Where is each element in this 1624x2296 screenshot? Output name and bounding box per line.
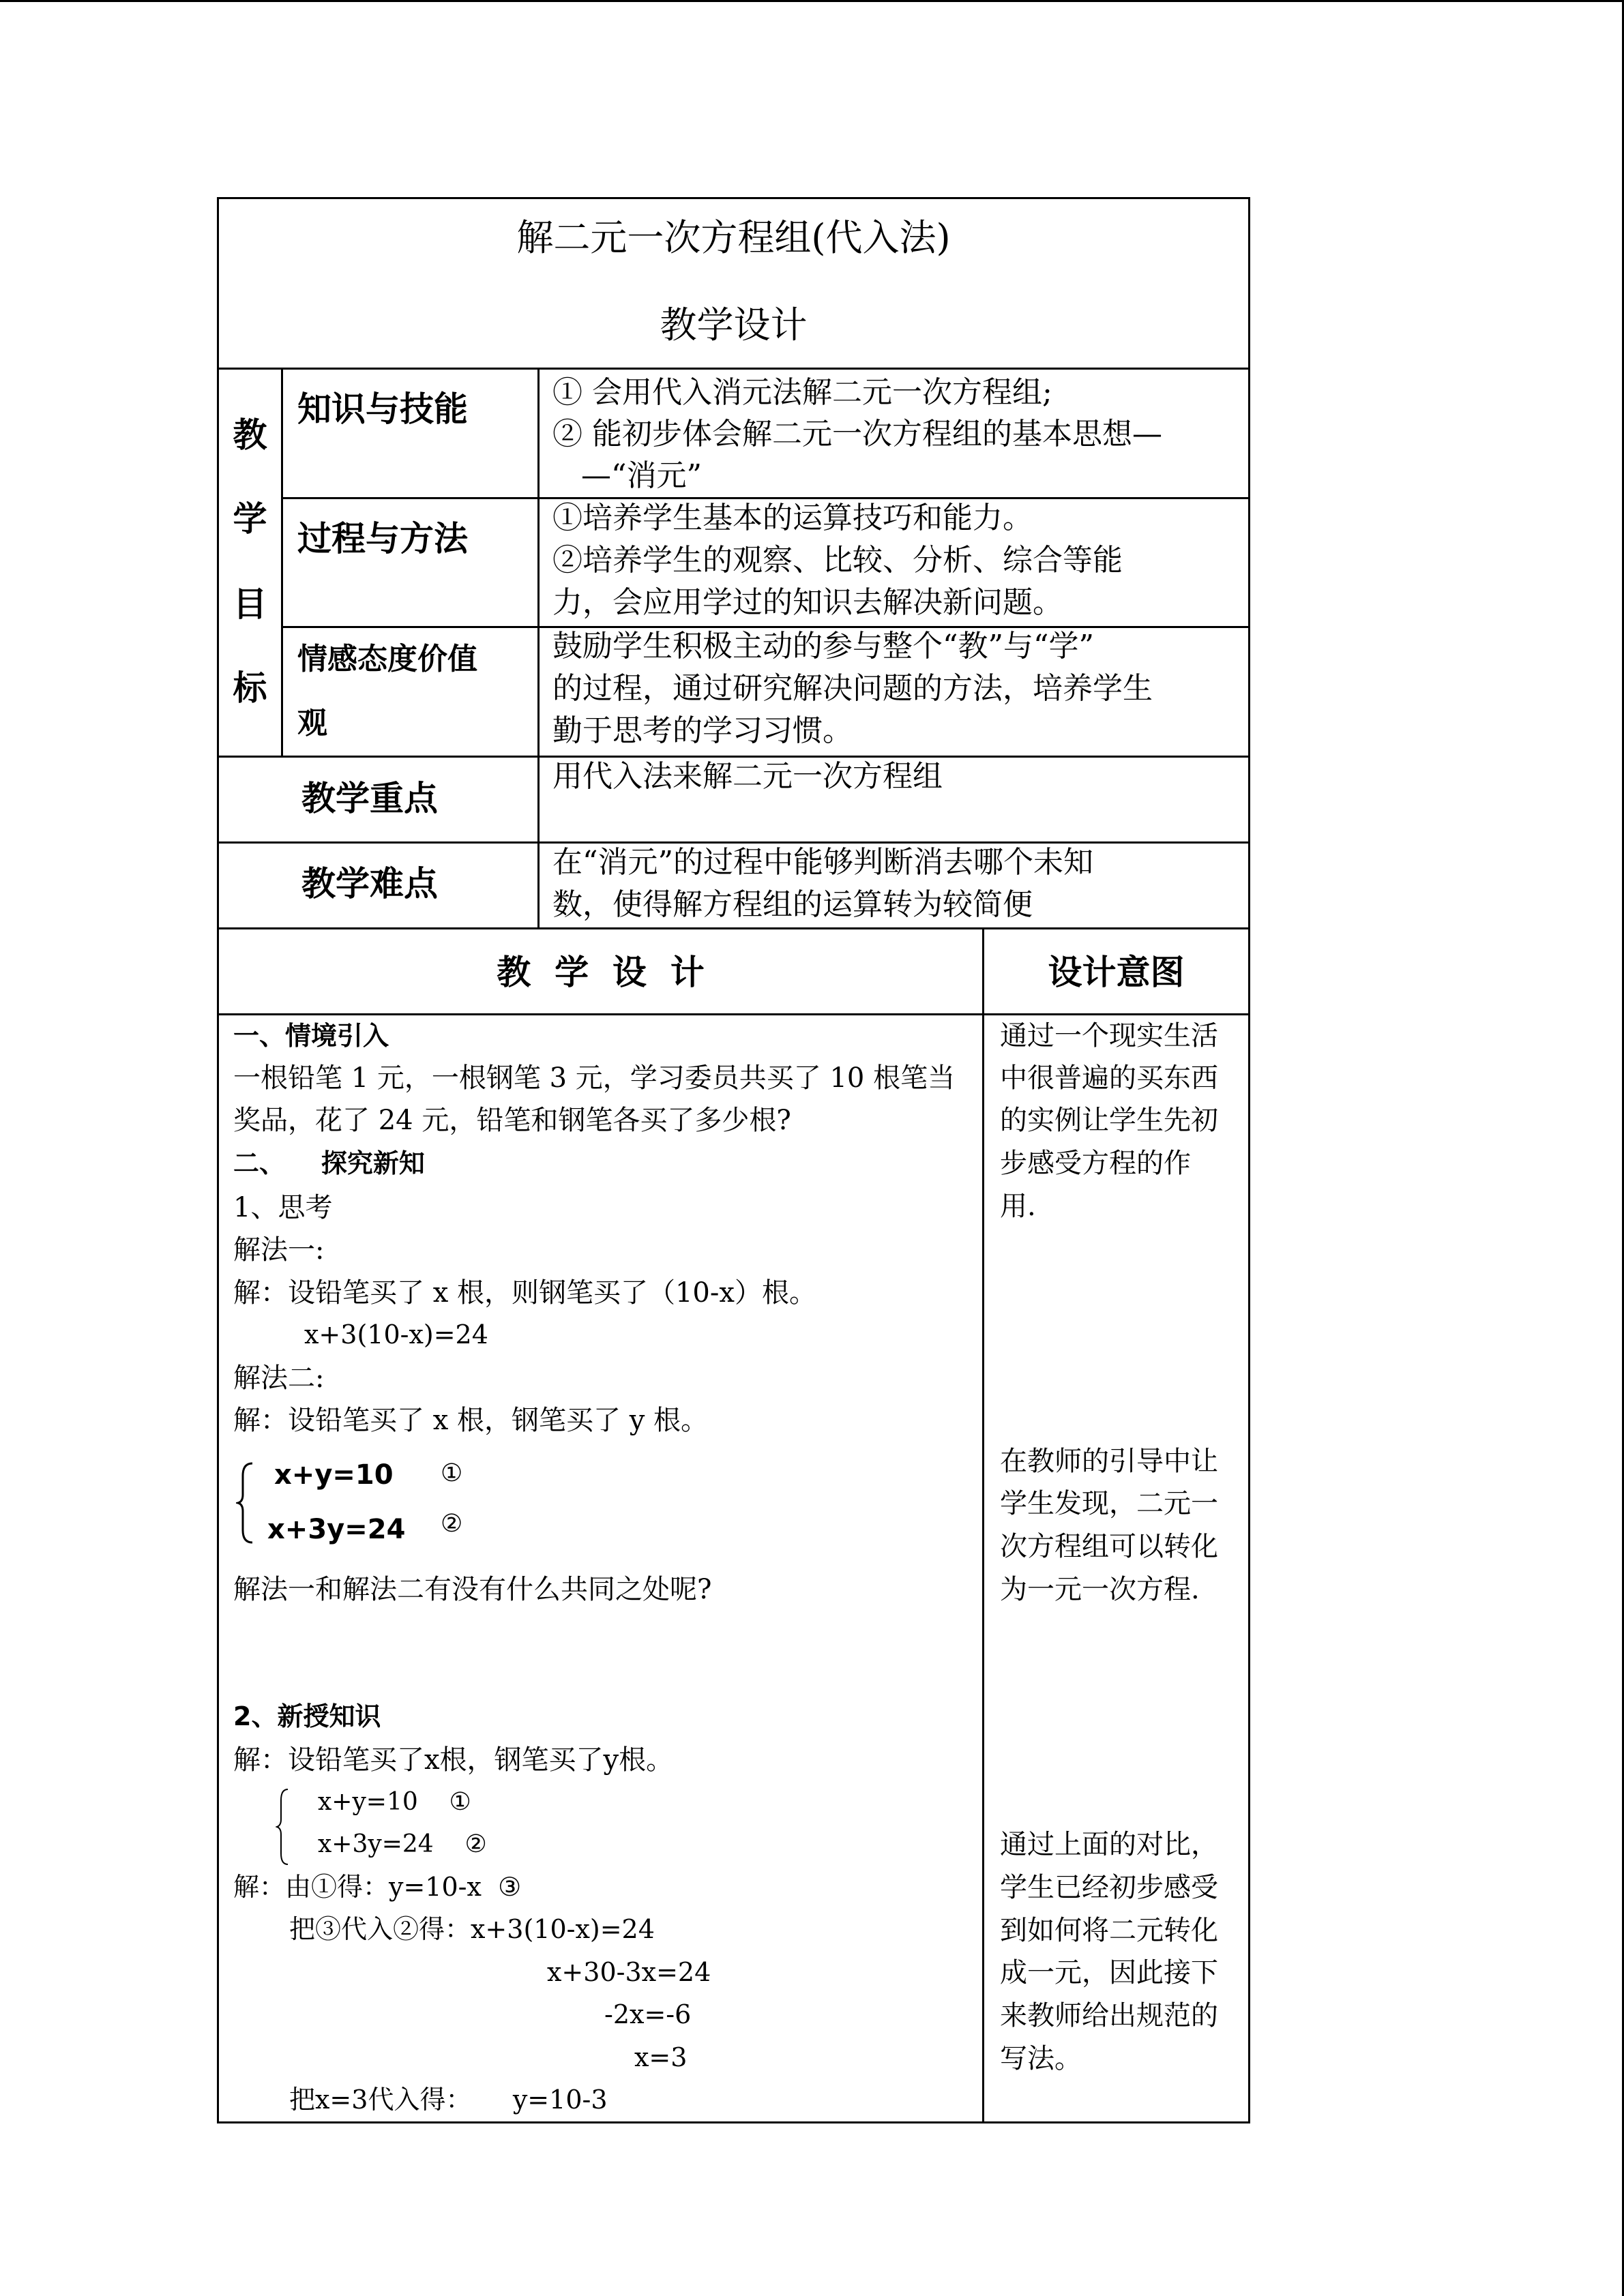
process-method-label: 过程与方法 xyxy=(297,519,468,558)
system-equation-2: x+3y=24 ② xyxy=(318,1830,487,1858)
system-equation-1: x+y=10 ① xyxy=(318,1788,471,1816)
solution-step: 解：由①得：y=10-x ③ xyxy=(233,1872,522,1902)
solution-step: x=3 xyxy=(634,2042,688,2072)
left-brace-icon xyxy=(276,1787,291,1867)
difficulty-label: 教学难点 xyxy=(301,864,438,904)
solution-step: 把x=3代入得： y=10-3 xyxy=(289,2085,608,2115)
solution-step: x+30-3x=24 xyxy=(547,1957,711,1987)
method1-label: 解法一: xyxy=(233,1234,325,1266)
key-point-label: 教学重点 xyxy=(301,779,438,818)
page-top-border xyxy=(0,0,1624,2)
left-brace-icon xyxy=(236,1461,256,1545)
system-mark-1: ① xyxy=(441,1459,463,1487)
method1-line: 解：设铅笔买了 x 根，则钢笔买了（10-x）根。 xyxy=(233,1277,816,1309)
system-equation-2: x+3y=24 xyxy=(267,1514,406,1545)
new-knowledge-line: 解：设铅笔买了x根，钢笔买了y根。 xyxy=(233,1744,674,1776)
intent-header: 设计意图 xyxy=(1048,953,1185,992)
section-title: 一、情境引入 xyxy=(233,1021,389,1051)
method1-equation: x+3(10-x)=24 xyxy=(304,1320,488,1350)
system-mark-2: ② xyxy=(441,1510,463,1538)
think-label: 1、思考 xyxy=(233,1192,333,1223)
section-title: 2、新授知识 xyxy=(233,1701,381,1731)
page-subtitle: 教学设计 xyxy=(660,303,808,346)
problem-text: 一根铅笔 1 元，一根钢笔 3 元，学习委员共买了 10 根笔当 xyxy=(233,1062,956,1094)
key-point-text: 用代入法来解二元一次方程组 xyxy=(552,759,943,794)
solution-step: -2x=-6 xyxy=(604,1999,692,2029)
system-equation-1: x+y=10 xyxy=(274,1459,394,1491)
page-title: 解二元一次方程组(代入法) xyxy=(516,216,951,259)
compare-question: 解法一和解法二有没有什么共同之处呢? xyxy=(233,1574,712,1605)
problem-text: 奖品，花了 24 元，铅笔和钢笔各买了多少根? xyxy=(233,1105,791,1136)
section-title: 二、 探究新知 xyxy=(233,1148,425,1178)
knowledge-skills-label: 知识与技能 xyxy=(297,389,468,429)
method2-label: 解法二: xyxy=(233,1362,325,1394)
method2-line: 解：设铅笔买了 x 根，钢笔买了 y 根。 xyxy=(233,1405,709,1436)
solution-step: 把③代入②得：x+3(10-x)=24 xyxy=(289,1914,655,1944)
design-header: 教 学 设 计 xyxy=(497,953,705,992)
